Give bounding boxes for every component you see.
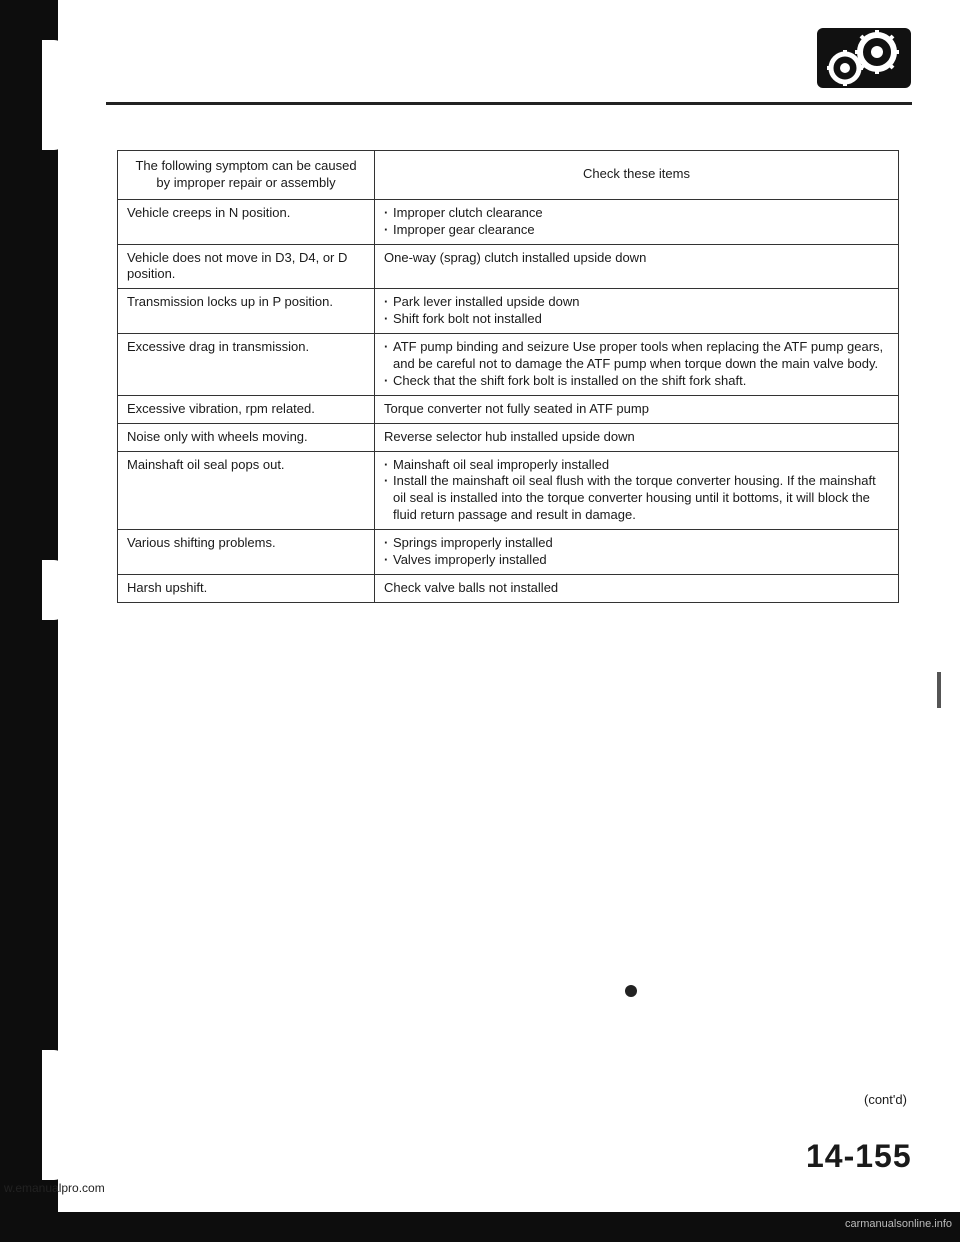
gears-icon: [817, 28, 911, 88]
check-item: · Install the mainshaft oil seal flush with the torque converter housing. If the mainshaft oil seal is installed into the torque converter housing until it bottoms, it will block the fluid return passage and result in damage.: [384, 473, 889, 524]
check-cell: [375, 199, 899, 244]
table-row: [118, 244, 899, 289]
header-check-items: Check these items: [375, 151, 899, 200]
table-row: [118, 574, 899, 602]
bottom-bar: [0, 1212, 960, 1242]
symptom-cell: Transmission locks up in P position.: [118, 289, 375, 334]
check-cell: [375, 451, 899, 530]
check-item: · Park lever installed upside down: [384, 294, 889, 311]
binding-notch: [42, 1050, 66, 1180]
check-item: · Improper gear clearance: [384, 222, 889, 239]
symptom-cell: Harsh upshift.: [118, 574, 375, 602]
header-rule: [106, 102, 912, 105]
left-binding-bar: [0, 0, 58, 1242]
check-item: · Springs improperly installed: [384, 535, 889, 552]
binding-notch: [42, 40, 66, 150]
symptom-cell: Various shifting problems.: [118, 530, 375, 575]
table-header-row: [118, 151, 899, 200]
check-cell: [375, 289, 899, 334]
symptom-cell: Vehicle creeps in N position.: [118, 199, 375, 244]
table-row: [118, 530, 899, 575]
check-item: · Shift fork bolt not installed: [384, 311, 889, 328]
margin-dot: [625, 985, 637, 997]
gear-section-logo: [817, 28, 911, 88]
check-item: · Mainshaft oil seal improperly installed: [384, 457, 889, 474]
check-item: · Check that the shift fork bolt is installed on the shift fork shaft.: [384, 373, 889, 390]
table-row: [118, 395, 899, 423]
symptom-table: [117, 150, 899, 603]
symptom-cell: Excessive vibration, rpm related.: [118, 395, 375, 423]
page-number: 14-155: [806, 1138, 912, 1174]
continued-label: (cont'd): [864, 1092, 907, 1107]
symptom-cell: Noise only with wheels moving.: [118, 423, 375, 451]
watermark: carmanualsonline.info: [844, 1218, 952, 1230]
binding-notch: [42, 560, 66, 620]
check-cell: Torque converter not fully seated in ATF pump: [375, 395, 899, 423]
table-row: [118, 451, 899, 530]
source-url: w.emanualpro.com: [4, 1181, 105, 1195]
check-item: · Improper clutch clearance: [384, 205, 889, 222]
header-symptom: The following symptom can be caused by improper repair or assembly: [118, 151, 375, 200]
check-item: · ATF pump binding and seizure Use proper tools when replacing the ATF pump gears, and be careful not to damage the ATF pump when torque down the main valve body.: [384, 339, 889, 373]
check-item: · Valves improperly installed: [384, 552, 889, 569]
check-cell: One-way (sprag) clutch installed upside down: [375, 244, 899, 289]
symptom-cell: Mainshaft oil seal pops out.: [118, 451, 375, 530]
check-cell: [375, 334, 899, 396]
check-cell: [375, 530, 899, 575]
check-cell: Reverse selector hub installed upside down: [375, 423, 899, 451]
symptom-cell: Excessive drag in transmission.: [118, 334, 375, 396]
table-row: [118, 423, 899, 451]
table-row: [118, 289, 899, 334]
check-cell: Check valve balls not installed: [375, 574, 899, 602]
margin-mark: [937, 672, 941, 708]
symptom-cell: Vehicle does not move in D3, D4, or D position.: [118, 244, 375, 289]
table-row: [118, 334, 899, 396]
table-row: [118, 199, 899, 244]
